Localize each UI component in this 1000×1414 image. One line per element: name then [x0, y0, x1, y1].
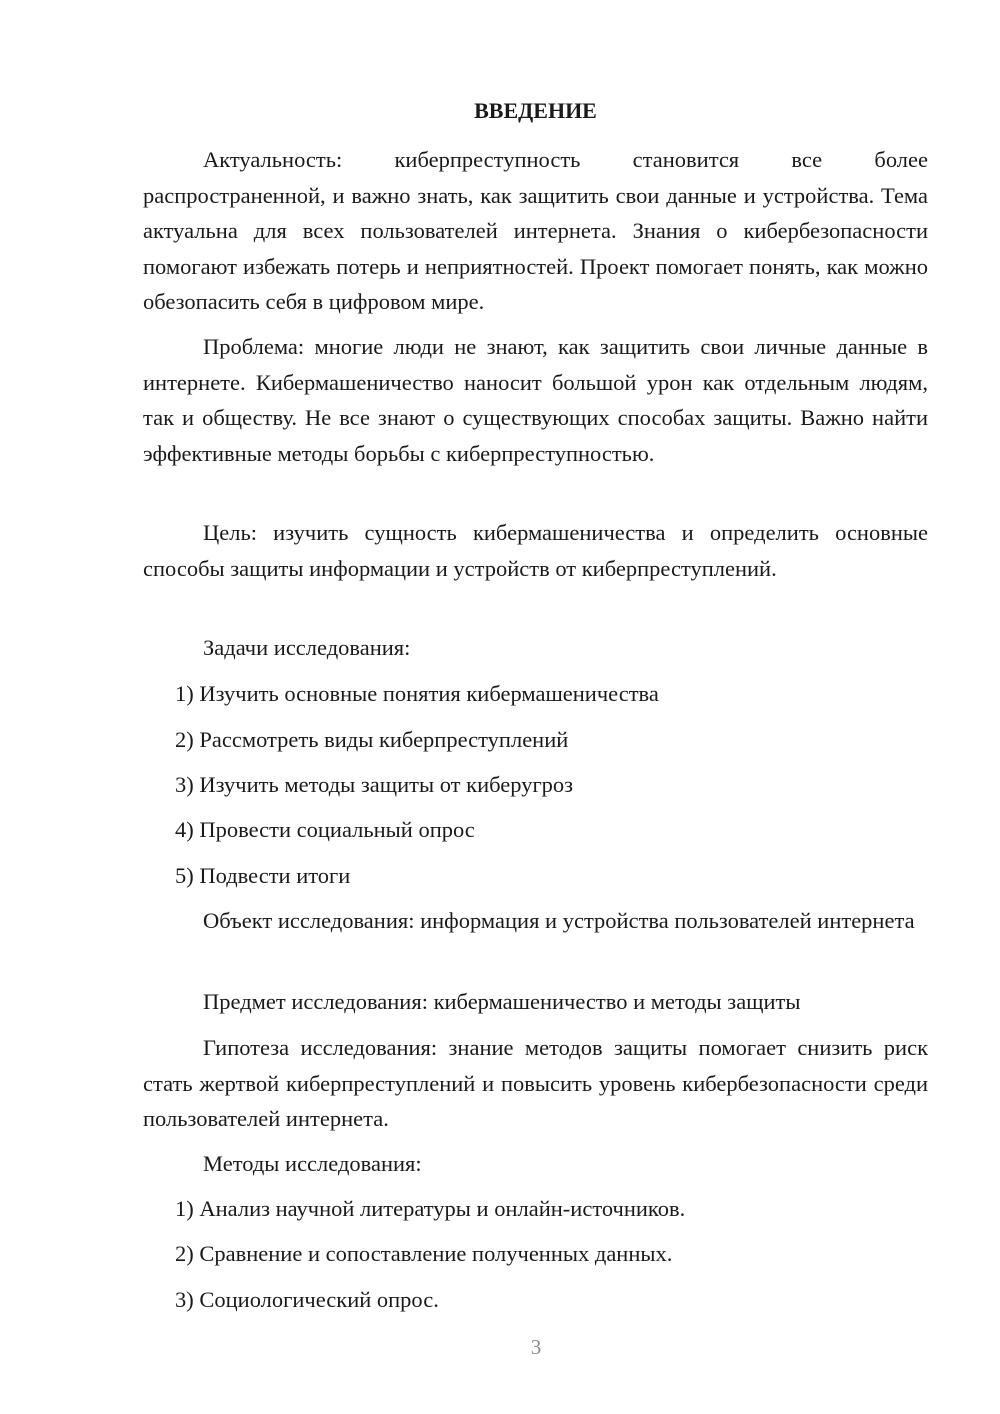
page-number: 3 [530, 1335, 542, 1359]
method-item-3: 3) Социологический опрос. [175, 1287, 439, 1312]
subject-paragraph: Предмет исследования: кибермашеничество и методы защиты [203, 989, 801, 1014]
page-title: ВВЕДЕНИЕ [474, 98, 597, 123]
object-paragraph: Объект исследования: информация и устройства пользователей интернета [203, 908, 915, 933]
hypothesis-paragraph: Гипотеза исследования: знание методов защиты помогает снизить риск стать жертвой киберпреступлений и повысить уровень кибербезопасности среди пользователей интернета. [143, 1035, 928, 1131]
relevance-paragraph: Актуальность: киберпреступность становится все более распространенной, и важно знать, как защитить свои данные и устройства. Тема актуальна для всех пользователей интернета. Знания о кибербезопасности помогают избежать потерь и неприятностей. Проект помогает понять, как можно обезопасить себя в цифровом мире. [143, 147, 928, 314]
method-item-2: 2) Сравнение и сопоставление полученных данных. [175, 1241, 673, 1266]
tasks-heading: Задачи исследования: [203, 635, 411, 660]
task-item-4: 4) Провести социальный опрос [175, 817, 475, 842]
methods-heading: Методы исследования: [203, 1151, 422, 1176]
goal-paragraph: Цель: изучить сущность кибермашеничества и определить основные способы защиты информации и устройств от киберпреступлений. [143, 520, 928, 581]
task-item-3: 3) Изучить методы защиты от киберугроз [175, 772, 574, 797]
task-item-1: 1) Изучить основные понятия кибермашеничества [175, 681, 659, 706]
task-item-5: 5) Подвести итоги [175, 863, 351, 888]
problem-paragraph: Проблема: многие люди не знают, как защитить свои личные данные в интернете. Кибермашеничество наносит большой урон как отдельным людям, так и обществу. Не все знают о существующих способах защиты. Важно найти эффективные методы борьбы с киберпреступностью. [143, 334, 928, 466]
task-item-2: 2) Рассмотреть виды киберпреступлений [175, 727, 569, 752]
method-item-1: 1) Анализ научной литературы и онлайн-источников. [175, 1196, 686, 1221]
